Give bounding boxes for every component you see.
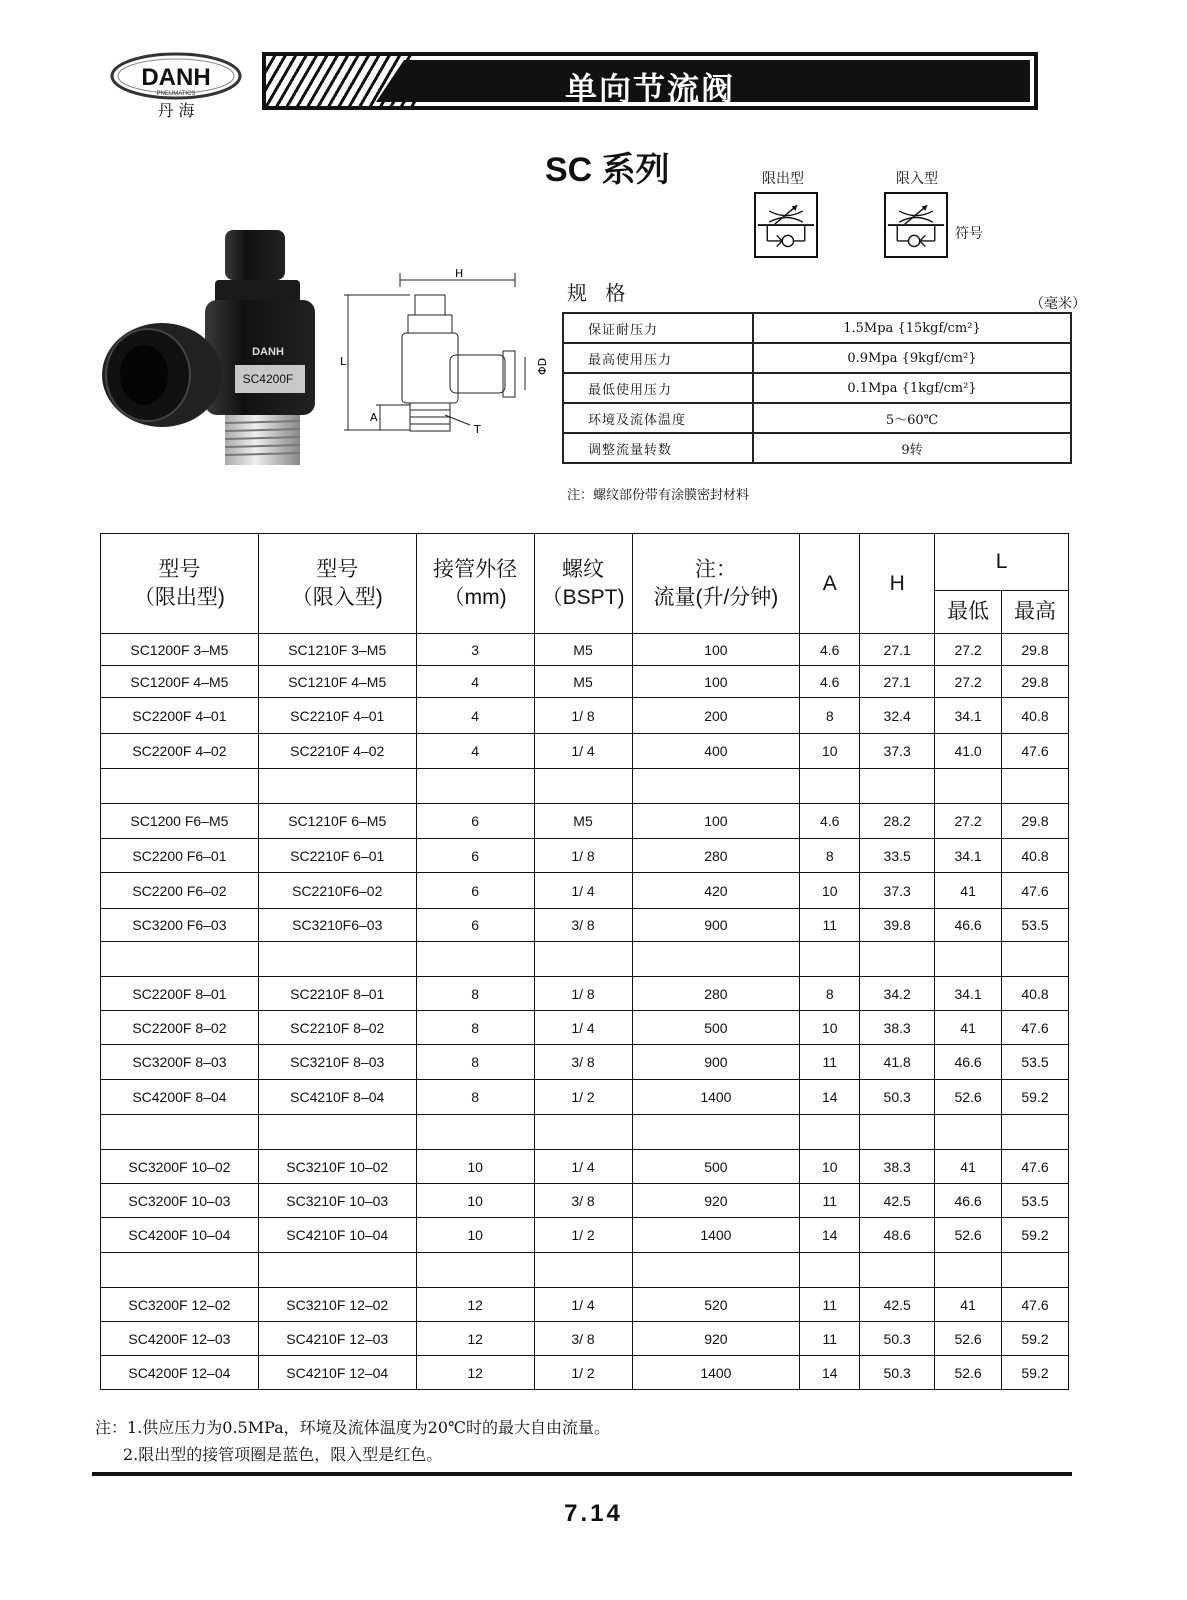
- cell-H: 38.3: [860, 1150, 935, 1184]
- cell-tube-od: 6: [416, 804, 534, 839]
- cell-thread: 1/ 2: [534, 1356, 632, 1390]
- cell-L-max: 40.8: [1002, 977, 1069, 1011]
- cell-empty: [632, 1115, 800, 1150]
- header-model-in: 型号 （限入型): [258, 534, 416, 634]
- table-row: [101, 698, 1069, 734]
- dim-H: H: [455, 267, 464, 280]
- cell-L-max: 29.8: [1002, 666, 1069, 698]
- cell-H: 37.3: [860, 734, 935, 769]
- cell-thread: 3/ 8: [534, 1045, 632, 1080]
- cell-empty: [416, 1115, 534, 1150]
- cell-L-min: 27.2: [935, 666, 1002, 698]
- cell-L-max: 59.2: [1002, 1080, 1069, 1115]
- cell-L-min: 52.6: [935, 1356, 1002, 1390]
- cell-model-out: SC2200F 8–01: [101, 977, 259, 1011]
- cell-empty: [860, 1115, 935, 1150]
- cell-tube-od: 10: [416, 1218, 534, 1253]
- cell-thread: 1/ 8: [534, 977, 632, 1011]
- spec-title: 规 格: [567, 281, 632, 305]
- header-L: L: [935, 534, 1069, 591]
- cell-empty: [101, 1115, 259, 1150]
- photo-logo: DANH: [252, 346, 284, 358]
- cell-flow: 500: [632, 1150, 800, 1184]
- spec-value: 0.9Mpa {9kgf/cm²}: [753, 343, 1071, 373]
- cell-A: 10: [800, 1011, 860, 1045]
- cell-model-out: SC4200F 10–04: [101, 1218, 259, 1253]
- table-row: [101, 1218, 1069, 1253]
- cell-model-out: SC2200F 4–02: [101, 734, 259, 769]
- cell-A: 8: [800, 977, 860, 1011]
- cell-model-out: SC2200 F6–02: [101, 873, 259, 909]
- spec-row: [563, 313, 1071, 343]
- photo-marking: SC4200F: [242, 372, 294, 386]
- cell-model-in: SC2210F6–02: [258, 873, 416, 909]
- cell-flow: 900: [632, 909, 800, 942]
- cell-L-max: 59.2: [1002, 1356, 1069, 1390]
- table-row: [101, 634, 1069, 666]
- cell-empty: [258, 942, 416, 977]
- cell-thread: 3/ 8: [534, 909, 632, 942]
- cell-thread: 1/ 8: [534, 698, 632, 734]
- cell-model-in: SC1210F 3–M5: [258, 634, 416, 666]
- cell-A: 10: [800, 873, 860, 909]
- table-spacer-row: [101, 769, 1069, 804]
- cell-A: 11: [800, 1322, 860, 1356]
- table-row: [101, 804, 1069, 839]
- table-row: [101, 1045, 1069, 1080]
- table-spacer-row: [101, 1115, 1069, 1150]
- cell-empty: [101, 942, 259, 977]
- cell-model-in: SC1210F 6–M5: [258, 804, 416, 839]
- cell-A: 10: [800, 734, 860, 769]
- cell-thread: 1/ 4: [534, 1011, 632, 1045]
- cell-L-max: 47.6: [1002, 1288, 1069, 1322]
- cell-L-min: 34.1: [935, 839, 1002, 873]
- cell-empty: [534, 1115, 632, 1150]
- logo-subtext: PNEUMATICS: [156, 91, 196, 97]
- cell-flow: 1400: [632, 1218, 800, 1253]
- cell-H: 32.4: [860, 698, 935, 734]
- dim-L: L: [340, 355, 347, 368]
- cell-model-out: SC4200F 12–03: [101, 1322, 259, 1356]
- cell-model-in: SC4210F 8–04: [258, 1080, 416, 1115]
- cell-L-min: 41: [935, 1288, 1002, 1322]
- cell-empty: [632, 769, 800, 804]
- table-spacer-row: [101, 942, 1069, 977]
- cell-H: 37.3: [860, 873, 935, 909]
- cell-thread: 1/ 4: [534, 873, 632, 909]
- spec-note: 注：螺纹部份带有涂膜密封材料: [567, 488, 750, 503]
- cell-model-in: SC2210F 4–02: [258, 734, 416, 769]
- dim-T: T: [474, 423, 481, 436]
- product-photo: [100, 225, 330, 475]
- dim-D: ΦD: [536, 357, 549, 375]
- table-row: [101, 1184, 1069, 1218]
- cell-A: 14: [800, 1080, 860, 1115]
- spec-row: [563, 433, 1071, 463]
- spec-value: 9转: [753, 433, 1071, 463]
- cell-model-out: SC2200F 4–01: [101, 698, 259, 734]
- cell-L-min: 41: [935, 1011, 1002, 1045]
- spec-key: 环境及流体温度: [563, 403, 753, 433]
- model-table: [100, 533, 1069, 1390]
- cell-L-max: 47.6: [1002, 873, 1069, 909]
- cell-L-min: 46.6: [935, 1184, 1002, 1218]
- cell-L-min: 52.6: [935, 1080, 1002, 1115]
- header-tube-od: 接管外径 （mm): [416, 534, 534, 634]
- cell-L-min: 41.0: [935, 734, 1002, 769]
- cell-thread: 1/ 2: [534, 1080, 632, 1115]
- footnote-1: 注：1.供应压力为0.5MPa，环境及流体温度为20℃时的最大自由流量。: [95, 1418, 610, 1437]
- cell-tube-od: 6: [416, 873, 534, 909]
- cell-flow: 100: [632, 666, 800, 698]
- cell-flow: 920: [632, 1322, 800, 1356]
- cell-empty: [258, 1253, 416, 1288]
- cell-L-min: 27.2: [935, 634, 1002, 666]
- cell-model-out: SC3200F 10–02: [101, 1150, 259, 1184]
- spec-key: 最高使用压力: [563, 343, 753, 373]
- cell-tube-od: 8: [416, 1045, 534, 1080]
- cell-A: 14: [800, 1218, 860, 1253]
- cell-L-max: 40.8: [1002, 839, 1069, 873]
- cell-H: 27.1: [860, 666, 935, 698]
- cell-tube-od: 12: [416, 1356, 534, 1390]
- cell-empty: [534, 942, 632, 977]
- cell-H: 39.8: [860, 909, 935, 942]
- table-row: [101, 909, 1069, 942]
- cell-model-out: SC1200 F6–M5: [101, 804, 259, 839]
- cell-H: 33.5: [860, 839, 935, 873]
- cell-model-out: SC4200F 8–04: [101, 1080, 259, 1115]
- cell-model-in: SC1210F 4–M5: [258, 666, 416, 698]
- cell-L-min: 46.6: [935, 909, 1002, 942]
- cell-flow: 520: [632, 1288, 800, 1322]
- table-row: [101, 1356, 1069, 1390]
- cell-flow: 500: [632, 1011, 800, 1045]
- cell-model-in: SC2210F 6–01: [258, 839, 416, 873]
- cell-L-min: 52.6: [935, 1322, 1002, 1356]
- cell-empty: [1002, 1253, 1069, 1288]
- cell-thread: 1/ 4: [534, 1150, 632, 1184]
- cell-L-min: 41: [935, 873, 1002, 909]
- cell-H: 38.3: [860, 1011, 935, 1045]
- cell-H: 28.2: [860, 804, 935, 839]
- cell-model-out: SC4200F 12–04: [101, 1356, 259, 1390]
- table-row: [101, 1288, 1069, 1322]
- cell-L-max: 29.8: [1002, 804, 1069, 839]
- spec-row: [563, 343, 1071, 373]
- cell-model-in: SC4210F 12–03: [258, 1322, 416, 1356]
- cell-empty: [258, 1115, 416, 1150]
- danh-logo: [108, 50, 248, 122]
- cell-empty: [416, 1253, 534, 1288]
- table-row: [101, 1011, 1069, 1045]
- cell-L-max: 53.5: [1002, 1184, 1069, 1218]
- table-row: [101, 1150, 1069, 1184]
- cell-model-in: SC3210F 8–03: [258, 1045, 416, 1080]
- header-L-max: 最高: [1002, 591, 1069, 634]
- cell-thread: 1/ 2: [534, 1218, 632, 1253]
- cell-empty: [258, 769, 416, 804]
- cell-A: 11: [800, 1288, 860, 1322]
- cell-empty: [935, 1253, 1002, 1288]
- cell-model-out: SC1200F 3–M5: [101, 634, 259, 666]
- cell-thread: M5: [534, 634, 632, 666]
- cell-L-min: 52.6: [935, 1218, 1002, 1253]
- cell-L-max: 59.2: [1002, 1218, 1069, 1253]
- page-number: 7.14: [564, 1500, 623, 1527]
- cell-thread: 3/ 8: [534, 1184, 632, 1218]
- cell-empty: [1002, 1115, 1069, 1150]
- spec-key: 调整流量转数: [563, 433, 753, 463]
- cell-empty: [101, 1253, 259, 1288]
- cell-model-out: SC3200F 10–03: [101, 1184, 259, 1218]
- cell-L-max: 53.5: [1002, 1045, 1069, 1080]
- cell-model-in: SC3210F 12–02: [258, 1288, 416, 1322]
- cell-model-out: SC3200 F6–03: [101, 909, 259, 942]
- table-row: [101, 1080, 1069, 1115]
- footnotes: [95, 1414, 610, 1468]
- cell-empty: [935, 769, 1002, 804]
- spec-value: 0.1Mpa {1kgf/cm²}: [753, 373, 1071, 403]
- cell-model-in: SC3210F6–03: [258, 909, 416, 942]
- cell-thread: 1/ 8: [534, 839, 632, 873]
- cell-model-in: SC3210F 10–03: [258, 1184, 416, 1218]
- cell-L-max: 29.8: [1002, 634, 1069, 666]
- table-spacer-row: [101, 1253, 1069, 1288]
- header-L-min: 最低: [935, 591, 1002, 634]
- spec-key: 最低使用压力: [563, 373, 753, 403]
- model-table-body: [101, 634, 1069, 1390]
- cell-flow: 1400: [632, 1356, 800, 1390]
- dim-A: A: [370, 411, 378, 424]
- cell-thread: M5: [534, 804, 632, 839]
- cell-empty: [632, 942, 800, 977]
- cell-tube-od: 10: [416, 1184, 534, 1218]
- cell-empty: [800, 769, 860, 804]
- cell-L-max: 47.6: [1002, 1011, 1069, 1045]
- cell-A: 11: [800, 1184, 860, 1218]
- cell-model-in: SC4210F 10–04: [258, 1218, 416, 1253]
- cell-thread: 3/ 8: [534, 1322, 632, 1356]
- cell-tube-od: 6: [416, 839, 534, 873]
- flow-in-symbol-icon: [884, 192, 948, 258]
- spec-row: [563, 403, 1071, 433]
- cell-empty: [534, 1253, 632, 1288]
- cell-tube-od: 10: [416, 1150, 534, 1184]
- cell-empty: [860, 942, 935, 977]
- table-row: [101, 1322, 1069, 1356]
- cell-empty: [416, 769, 534, 804]
- spec-value: 1.5Mpa {15kgf/cm²}: [753, 313, 1071, 343]
- cell-A: 14: [800, 1356, 860, 1390]
- footer-rule: [92, 1472, 1072, 1476]
- cell-tube-od: 12: [416, 1322, 534, 1356]
- cell-model-out: SC1200F 4–M5: [101, 666, 259, 698]
- cell-L-min: 34.1: [935, 977, 1002, 1011]
- cell-empty: [800, 1115, 860, 1150]
- cell-flow: 200: [632, 698, 800, 734]
- cell-L-max: 40.8: [1002, 698, 1069, 734]
- spec-key: 保证耐压力: [563, 313, 753, 343]
- cell-flow: 400: [632, 734, 800, 769]
- cell-L-min: 27.2: [935, 804, 1002, 839]
- cell-flow: 920: [632, 1184, 800, 1218]
- cell-tube-od: 6: [416, 909, 534, 942]
- cell-flow: 280: [632, 977, 800, 1011]
- cell-empty: [860, 769, 935, 804]
- cell-empty: [860, 1253, 935, 1288]
- cell-H: 34.2: [860, 977, 935, 1011]
- cell-L-max: 47.6: [1002, 1150, 1069, 1184]
- cell-empty: [101, 769, 259, 804]
- cell-H: 27.1: [860, 634, 935, 666]
- cell-A: 8: [800, 839, 860, 873]
- cell-tube-od: 12: [416, 1288, 534, 1322]
- footnote-2: 2.限出型的接管项圈是蓝色，限入型是红色。: [123, 1445, 443, 1464]
- logo-chinese: 丹 海: [157, 101, 195, 120]
- cell-H: 50.3: [860, 1080, 935, 1115]
- cell-flow: 280: [632, 839, 800, 873]
- cell-H: 42.5: [860, 1288, 935, 1322]
- cell-model-out: SC3200F 12–02: [101, 1288, 259, 1322]
- cell-empty: [632, 1253, 800, 1288]
- dimension-drawing: [340, 265, 550, 450]
- cell-tube-od: 4: [416, 698, 534, 734]
- cell-empty: [416, 942, 534, 977]
- cell-tube-od: 3: [416, 634, 534, 666]
- cell-empty: [800, 1253, 860, 1288]
- cell-thread: 1/ 4: [534, 1288, 632, 1322]
- table-row: [101, 666, 1069, 698]
- cell-flow: 100: [632, 804, 800, 839]
- cell-A: 10: [800, 1150, 860, 1184]
- cell-tube-od: 4: [416, 666, 534, 698]
- spec-value: 5～60℃: [753, 403, 1071, 433]
- cell-model-in: SC2210F 8–02: [258, 1011, 416, 1045]
- cell-H: 48.6: [860, 1218, 935, 1253]
- cell-tube-od: 4: [416, 734, 534, 769]
- cell-A: 4.6: [800, 666, 860, 698]
- cell-tube-od: 8: [416, 1080, 534, 1115]
- cell-A: 8: [800, 698, 860, 734]
- cell-model-out: SC2200 F6–01: [101, 839, 259, 873]
- spec-unit: （毫米）: [1030, 296, 1086, 312]
- header-thread: 螺纹 （BSPT): [534, 534, 632, 634]
- cell-flow: 1400: [632, 1080, 800, 1115]
- cell-L-min: 34.1: [935, 698, 1002, 734]
- cell-A: 11: [800, 909, 860, 942]
- cell-A: 11: [800, 1045, 860, 1080]
- header-model-out: 型号 （限出型): [101, 534, 259, 634]
- cell-L-min: 46.6: [935, 1045, 1002, 1080]
- cell-model-in: SC2210F 4–01: [258, 698, 416, 734]
- table-row: [101, 734, 1069, 769]
- spec-row: [563, 373, 1071, 403]
- cell-tube-od: 8: [416, 977, 534, 1011]
- header-H: H: [860, 534, 935, 634]
- series-title: SC 系列: [545, 151, 670, 189]
- symbol-in-label: 限入型: [896, 171, 938, 187]
- cell-H: 41.8: [860, 1045, 935, 1080]
- cell-model-in: SC3210F 10–02: [258, 1150, 416, 1184]
- cell-thread: M5: [534, 666, 632, 698]
- symbol-label: 符号: [955, 226, 983, 242]
- table-row: [101, 977, 1069, 1011]
- table-row: [101, 873, 1069, 909]
- cell-empty: [800, 942, 860, 977]
- cell-model-in: SC2210F 8–01: [258, 977, 416, 1011]
- cell-L-max: 53.5: [1002, 909, 1069, 942]
- cell-H: 50.3: [860, 1322, 935, 1356]
- table-row: [101, 839, 1069, 873]
- cell-empty: [534, 769, 632, 804]
- cell-empty: [1002, 942, 1069, 977]
- cell-flow: 900: [632, 1045, 800, 1080]
- logo-text: DANH: [141, 64, 211, 91]
- cell-empty: [1002, 769, 1069, 804]
- cell-L-max: 47.6: [1002, 734, 1069, 769]
- symbol-out-label: 限出型: [762, 171, 804, 187]
- cell-thread: 1/ 4: [534, 734, 632, 769]
- cell-model-out: SC2200F 8–02: [101, 1011, 259, 1045]
- header-A: A: [800, 534, 860, 634]
- header-flow: 注： 流量(升/分钟): [632, 534, 800, 634]
- cell-H: 42.5: [860, 1184, 935, 1218]
- cell-A: 4.6: [800, 804, 860, 839]
- cell-flow: 100: [632, 634, 800, 666]
- cell-L-max: 59.2: [1002, 1322, 1069, 1356]
- cell-empty: [935, 1115, 1002, 1150]
- cell-L-min: 41: [935, 1150, 1002, 1184]
- cell-A: 4.6: [800, 634, 860, 666]
- cell-model-out: SC3200F 8–03: [101, 1045, 259, 1080]
- page-title: 单向节流阀: [564, 70, 735, 108]
- cell-empty: [935, 942, 1002, 977]
- title-bar: [262, 52, 1038, 110]
- cell-flow: 420: [632, 873, 800, 909]
- cell-model-in: SC4210F 12–04: [258, 1356, 416, 1390]
- spec-table: [562, 312, 1072, 464]
- cell-tube-od: 8: [416, 1011, 534, 1045]
- cell-H: 50.3: [860, 1356, 935, 1390]
- flow-out-symbol-icon: [754, 192, 818, 258]
